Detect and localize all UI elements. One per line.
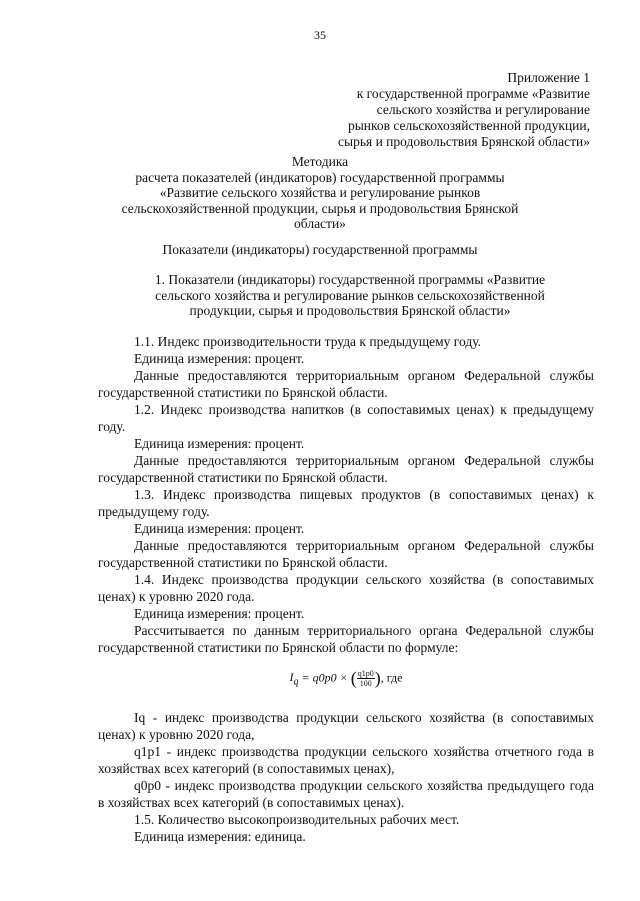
- method-heading: [30, 154, 610, 232]
- formula-tail: , где: [380, 670, 403, 685]
- section-title: Показатели (индикаторы) государственной программы: [162, 242, 478, 257]
- formula-lhs-sub: q: [293, 676, 299, 688]
- paragraph: 1.2. Индекс производства напитков (в сопоставимых ценах) к предыдущему году.: [98, 402, 594, 434]
- paragraph: Единица измерения: процент.: [134, 606, 305, 621]
- annex-line: к государственной программе «Развитие: [356, 86, 590, 101]
- annex-line: сельского хозяйства и регулирование: [376, 102, 590, 117]
- paragraph: 1.4. Индекс производства продукции сельского хозяйства (в сопоставимых ценах) к уровню 2020 года.: [98, 572, 594, 604]
- definition: q0p0 - индекс производства продукции сельского хозяйства предыдущего года в хозяйствах всех категорий (в сопоставимых ценах).: [98, 777, 594, 810]
- paragraph: Единица измерения: процент.: [134, 521, 305, 536]
- method-line: области»: [294, 216, 346, 231]
- paragraph: Единица измерения: процент.: [134, 351, 305, 366]
- paragraph: Данные предоставляются территориальным органом Федеральной службы государственной статистики по Брянской области.: [98, 453, 594, 485]
- method-line: «Развитие сельского хозяйства и регулирование рынков: [159, 185, 481, 200]
- annex-line: сырья и продовольствия Брянской области»: [338, 134, 590, 149]
- formula-lhs: I: [289, 670, 294, 685]
- paragraph: Единица измерения: единица.: [134, 828, 306, 844]
- document-body: [98, 333, 594, 845]
- subsection-line: сельского хозяйства и регулирование рынков сельскохозяйственной: [155, 287, 545, 303]
- method-line: расчета показателей (индикаторов) государственной программы: [135, 169, 505, 185]
- paragraph: 1.5. Количество высокопроизводительных рабочих мест.: [134, 811, 460, 827]
- method-title: Методика: [291, 154, 349, 169]
- formula-eq: = q0p0 ×: [298, 670, 351, 685]
- paragraph: Данные предоставляются территориальным органом Федеральной службы государственной статистики по Брянской области.: [98, 368, 594, 400]
- paragraph: Данные предоставляются территориальным органом Федеральной службы государственной статистики по Брянской области.: [98, 538, 594, 570]
- paragraph: 1.1. Индекс производительности труда к предыдущему году.: [134, 334, 481, 349]
- definition: q1p1 - индекс производства продукции сельского хозяйства отчетного года в хозяйствах всех категорий (в сопоставимых ценах),: [98, 743, 594, 776]
- method-line: сельскохозяйственной продукции, сырья и продовольствия Брянской: [121, 200, 519, 216]
- paragraph: 1.3. Индекс производства пищевых продуктов (в сопоставимых ценах) к предыдущему году.: [98, 487, 594, 519]
- paragraph: Единица измерения: процент.: [134, 436, 305, 451]
- annex-line: Приложение 1: [507, 70, 590, 85]
- subsection-heading: [100, 272, 600, 319]
- subsection-line: продукции, сырья и продовольствия Брянской области»: [189, 303, 511, 318]
- annex-line: рынков сельскохозяйственной продукции,: [347, 118, 590, 133]
- formula-numerator: q1p0: [357, 669, 374, 678]
- subsection-line: 1. Показатели (индикаторы) государственной программы «Развитие: [154, 272, 546, 287]
- paragraph: Рассчитывается по данным территориального органа Федеральной службы государственной статистики по Брянской области по формуле:: [98, 623, 594, 655]
- definition: Iq - индекс производства продукции сельского хозяйства (в сопоставимых ценах) к уровню 2020 года,: [98, 709, 594, 742]
- annex-heading: [338, 70, 590, 150]
- formula: $I_q = q0p0$ × ( $\frac{q1p0}{100}$ ), где: [289, 668, 403, 688]
- page-number: 35: [314, 28, 326, 42]
- formula-fraction: [357, 669, 375, 688]
- formula-denominator: 100: [359, 679, 372, 688]
